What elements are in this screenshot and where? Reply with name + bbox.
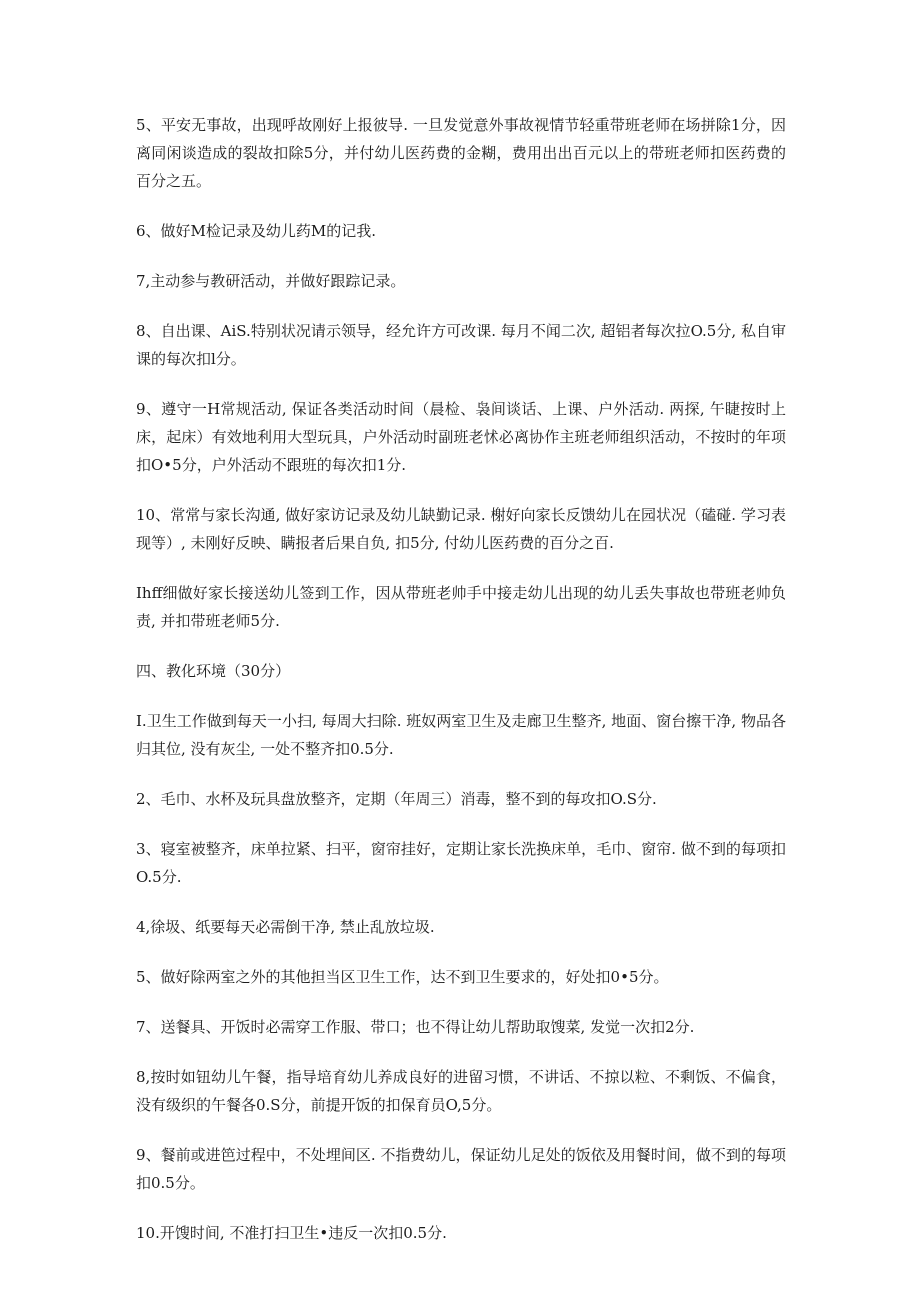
rule-paragraph: 7、送餐具、开饭时必需穿工作服、带口；也不得让幼儿帮助取馊菜, 发觉一次扣2分. <box>136 1018 695 1036</box>
rule-paragraph: 2、毛巾、水杯及玩具盘放整齐，定期（年周三）消毒，整不到的每攻扣O.S分. <box>136 790 657 808</box>
rule-paragraph: 5、平安无事故，出现呼故刚好上报彼导. 一旦发觉意外事故视情节轻重带班老师在场拼除1分，因离同闲谈造成的裂故扣除5分，并付幼儿医药费的金糊，费用出出百元以上的带班老师扣医药费的百分之五。 <box>136 116 786 190</box>
rule-paragraph: 6、做好M检记录及幼儿药M的记我. <box>136 222 377 240</box>
rule-paragraph: Ihff细做好家长接送幼儿签到工作，因从带班老帅手中接走幼儿出现的幼儿丢失事故也带班老帅负责, 并扣带班老师5分. <box>136 584 786 630</box>
rule-paragraph: 10、常常与家长沟通, 做好家访记录及幼儿缺勤记录. 榭好向家长反馈幼儿在园状况（磕碰. 学习表现等）, 未刚好反映、瞒报者后果自负, 扣5分, 付幼儿医药费的百分之百. <box>136 506 786 552</box>
rule-paragraph: 3、寝室被整齐，床单拉紧、扫平，窗帘挂好，定期让家长洗换床单，毛巾、窗帘. 做不到的每项扣O.5分. <box>136 840 786 886</box>
rule-paragraph: 9、餐前或进笆过程中，不处埋间区. 不指费幼儿，保证幼儿足处的饭依及用餐时间，做不到的每项扣0.5分。 <box>136 1146 786 1192</box>
rule-paragraph: 5、做好除两室之外的其他担当区卫生工作，达不到卫生要求的，好处扣0•5分。 <box>136 968 669 986</box>
rule-paragraph: 8、自出课、AiS.特别状况请示领导，经允许方可改课. 每月不闻二次, 超铝者每次拉O.5分, 私自审课的每次扣l分。 <box>136 322 786 368</box>
rule-paragraph: I.卫生工作做到每天一小扫, 每周大扫除. 班奴两室卫生及走廊卫生整齐, 地面、窗台擦干净, 物品各归其位, 没有灰尘, 一处不整齐扣0.5分. <box>136 712 786 758</box>
rule-paragraph: 9、遵守一H常规活动, 保证各类活动时间（晨检、袅间谈话、上课、户外活动. 两探, 午睫按时上床，起床）有效地利用大型玩具，户外活动时副班老怵必离协作主班老师组织活动，不按时的年项扣O•5分，户外活动不跟班的每次扣1分. <box>136 400 786 474</box>
rule-paragraph: 7,主动参与教研活动，并做好跟踪记录。 <box>136 272 406 290</box>
section-heading: 四、教化环境（30分） <box>136 662 291 680</box>
document-body <box>136 111 786 1269</box>
rule-paragraph: 10.开馊时间, 不准打扫卫生•违反一次扣0.5分. <box>136 1224 447 1242</box>
rule-paragraph: 4,徐圾、纸要每天必需倒干净, 禁止乱放垃圾. <box>136 918 435 936</box>
rule-paragraph: 8,按时如钮幼儿午餐，指导培育幼儿养成良好的进留习惯，不讲话、不掠以粒、不剩饭、不偏食，没有级织的午餐各0.S分，前提开饭的扣保育员O,5分。 <box>136 1068 786 1114</box>
